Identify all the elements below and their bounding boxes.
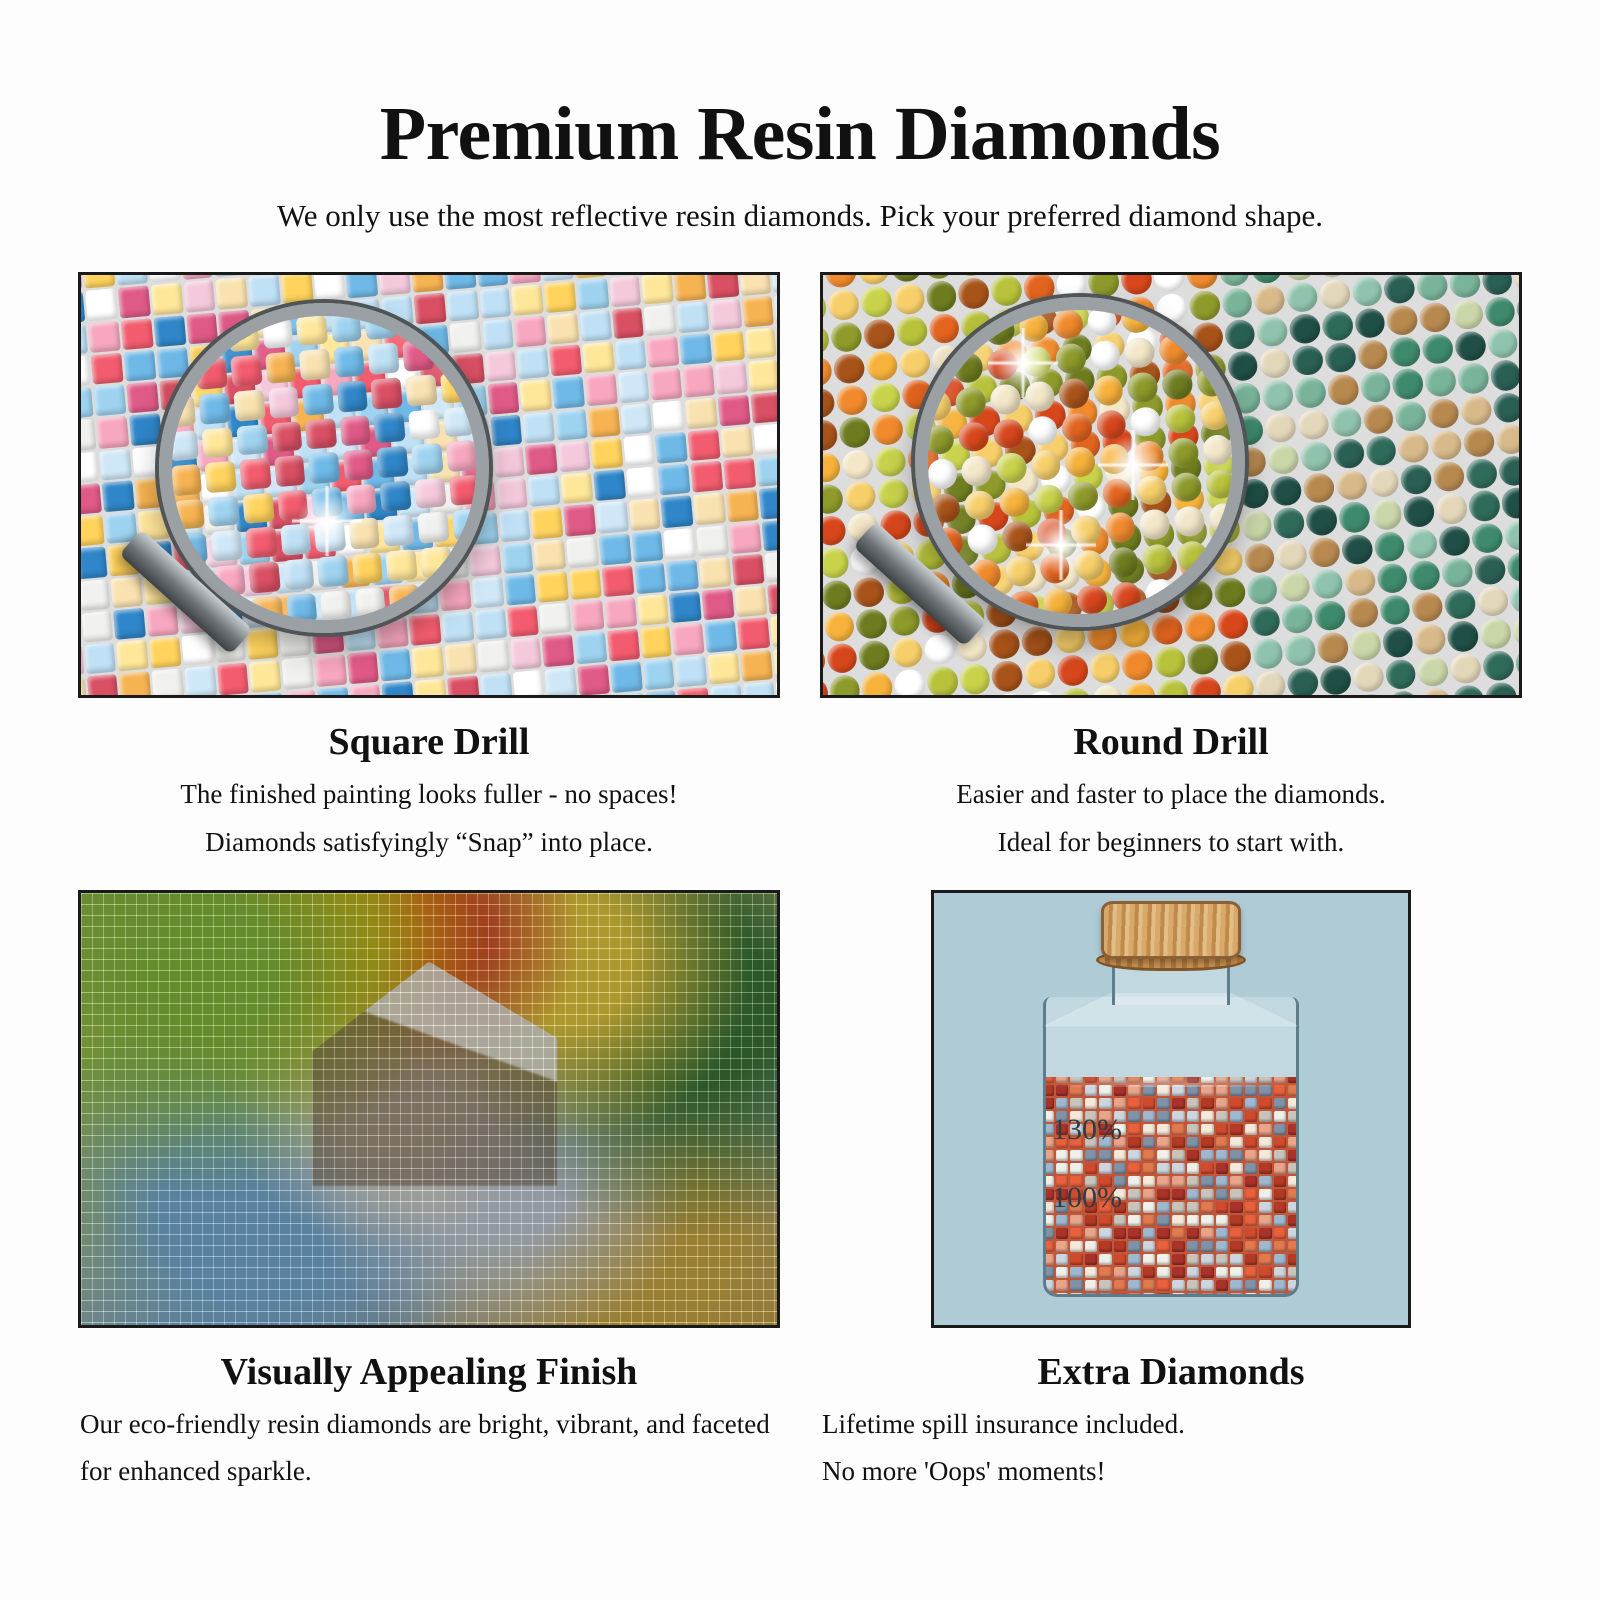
card-title-square-drill: Square Drill [328, 721, 530, 763]
round-drill-magnifier-photo [820, 272, 1522, 698]
header [0, 0, 1600, 234]
cork-stopper [1101, 901, 1241, 959]
magnifier-lens-round [915, 297, 1245, 627]
card-line-1: The finished painting looks fuller - no spaces! [180, 779, 678, 809]
jar-body [1043, 997, 1299, 1297]
card-line-1: Our eco-friendly resin diamonds are bright, vibrant, and faceted [80, 1408, 770, 1439]
square-drill-magnifier-photo [78, 272, 780, 698]
feature-card-extra-diamonds [820, 890, 1522, 1490]
card-line-1: Easier and faster to place the diamonds. [956, 779, 1386, 809]
diamond-jar-illustration [931, 890, 1411, 1328]
card-line-2: for enhanced sparkle. [80, 1456, 312, 1487]
card-line-2: Diamonds satisfyingly “Snap” into place. [205, 826, 653, 857]
card-title-round-drill: Round Drill [1073, 721, 1269, 763]
jar-label-100: 100% [1052, 1180, 1122, 1214]
diamond-bead-texture [81, 893, 777, 1325]
jar-label-130: 130% [1052, 1112, 1122, 1146]
card-line-2: No more 'Oops' moments! [822, 1456, 1106, 1487]
jar-fill-highlight [1046, 1077, 1296, 1087]
magnified-round-diamonds [915, 297, 1245, 627]
card-line-2: Ideal for beginners to start with. [997, 826, 1345, 857]
magnifier-lens-square [159, 303, 489, 633]
page-subtitle: We only use the most reflective resin diamonds. Pick your preferred diamond shape. [276, 198, 1324, 233]
feature-card-square-drill [78, 272, 780, 860]
finished-diamond-painting-photo [78, 890, 780, 1328]
magnified-square-diamonds [159, 303, 489, 633]
card-title-finish: Visually Appealing Finish [220, 1350, 638, 1393]
feature-grid [0, 272, 1600, 1489]
page-title: Premium Resin Diamonds [379, 92, 1221, 176]
feature-card-finish [78, 890, 780, 1490]
card-line-1: Lifetime spill insurance included. [822, 1408, 1185, 1439]
card-title-extra-diamonds: Extra Diamonds [1037, 1350, 1305, 1393]
jar-scene-background [934, 893, 1408, 1325]
feature-card-round-drill [820, 272, 1522, 860]
